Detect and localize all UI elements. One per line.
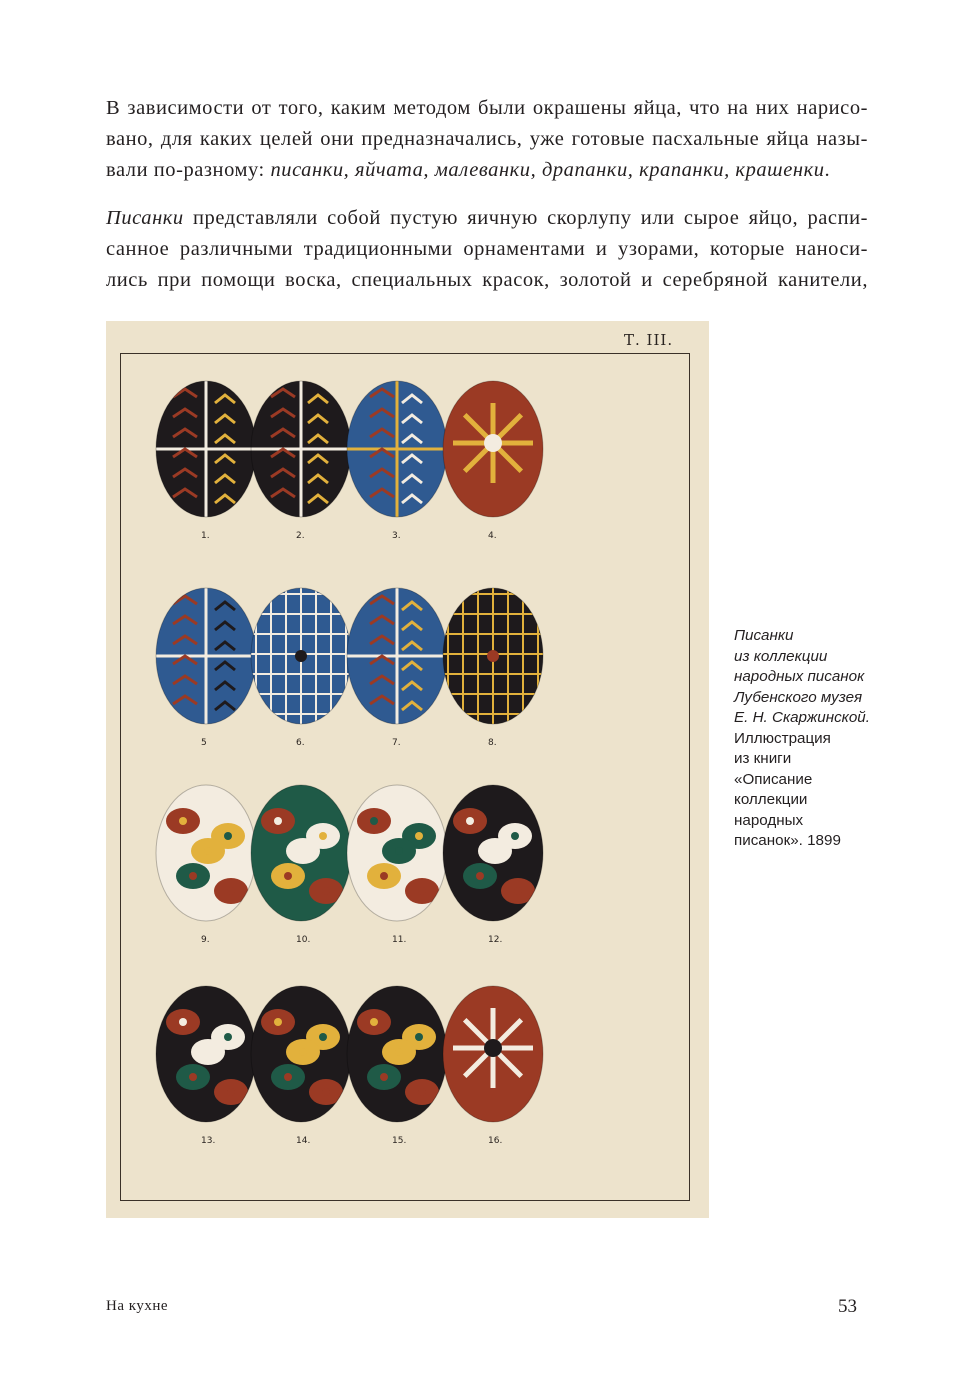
page-number: 53 bbox=[838, 1296, 857, 1317]
pysanka-egg-icon bbox=[440, 584, 546, 734]
pysanka-egg-icon bbox=[248, 584, 354, 734]
caption-line: из книги bbox=[734, 750, 792, 767]
egg-number: 6. bbox=[296, 738, 305, 748]
caption-line: коллекции bbox=[734, 791, 808, 808]
caption-line: Лубенского музея bbox=[734, 688, 863, 706]
pysanka-egg-icon bbox=[344, 584, 450, 734]
pysanka-egg-icon bbox=[344, 982, 450, 1132]
egg-number: 11. bbox=[392, 935, 407, 945]
paragraph-1-line-2: вано, для каких целей они предназначались, уже готовые пасхальные яйца назы- bbox=[106, 128, 868, 150]
caption-line: народных bbox=[734, 811, 804, 829]
paragraph-1-line-3-suffix: . bbox=[824, 159, 831, 181]
egg-number: 13. bbox=[201, 1136, 216, 1146]
pysanka-egg-icon bbox=[153, 377, 259, 527]
caption-line: из коллекции bbox=[734, 647, 828, 665]
egg-number: 3. bbox=[392, 531, 401, 541]
pysanka-egg-icon bbox=[248, 377, 354, 527]
pysanka-egg-icon bbox=[153, 584, 259, 734]
pysanka-egg-icon bbox=[248, 982, 354, 1132]
pysanka-egg-icon bbox=[153, 781, 259, 931]
caption-line: «Описание bbox=[734, 770, 813, 788]
paragraph-2-line-3: лись при помощи воска, специальных красок, золотой и серебряной канители, bbox=[106, 269, 868, 291]
egg-number: 12. bbox=[488, 935, 503, 945]
plate-code: Т. III. bbox=[624, 331, 674, 349]
paragraph-1-line-3-prefix: вали по-разному: bbox=[106, 159, 271, 181]
paragraph-1 bbox=[106, 93, 868, 186]
egg-number: 5 bbox=[201, 738, 207, 748]
running-footer-section: На кухне bbox=[106, 1298, 169, 1314]
egg-type-names: писанки, яйчата, малеванки, драпанки, крапанки, крашенки bbox=[270, 159, 825, 181]
caption-line: народных писанок bbox=[734, 668, 865, 685]
caption-line: писанок». 1899 bbox=[734, 832, 841, 849]
egg-number: 1. bbox=[201, 531, 210, 541]
pysanka-egg-icon bbox=[153, 982, 259, 1132]
pysanka-egg-icon bbox=[248, 781, 354, 931]
egg-number: 4. bbox=[488, 531, 497, 541]
egg-number: 2. bbox=[296, 531, 305, 541]
pysanky-plate-illustration bbox=[106, 321, 709, 1218]
paragraph-1-line-1: В зависимости от того, каким методом были окрашены яйца, что на них нарисо- bbox=[106, 97, 868, 119]
pysanka-egg-icon bbox=[440, 781, 546, 931]
figure-caption bbox=[734, 626, 914, 852]
pysanka-egg-icon bbox=[440, 377, 546, 527]
pysanka-egg-icon bbox=[440, 982, 546, 1132]
pysanka-egg-icon bbox=[344, 377, 450, 527]
egg-number: 16. bbox=[488, 1136, 503, 1146]
paragraph-2-line-1 bbox=[106, 203, 868, 234]
paragraph-2 bbox=[106, 203, 868, 296]
caption-line: Писанки bbox=[734, 627, 794, 644]
pysanky-term: Писанки bbox=[106, 207, 184, 229]
egg-number: 14. bbox=[296, 1136, 311, 1146]
caption-line: Е. Н. Скаржинской. bbox=[734, 709, 870, 726]
egg-number: 8. bbox=[488, 738, 497, 748]
egg-number: 10. bbox=[296, 935, 311, 945]
paragraph-2-line-1-rest: представляли собой пустую яичную скорлупу или сырое яйцо, распи- bbox=[183, 207, 868, 229]
paragraph-2-line-2: санное различными традиционными орнаментами и узорами, которые наноси- bbox=[106, 238, 868, 260]
caption-line: Иллюстрация bbox=[734, 729, 831, 747]
egg-number: 7. bbox=[392, 738, 401, 748]
paragraph-1-line-3 bbox=[106, 155, 868, 186]
pysanka-egg-icon bbox=[344, 781, 450, 931]
egg-number: 15. bbox=[392, 1136, 407, 1146]
egg-number: 9. bbox=[201, 935, 210, 945]
